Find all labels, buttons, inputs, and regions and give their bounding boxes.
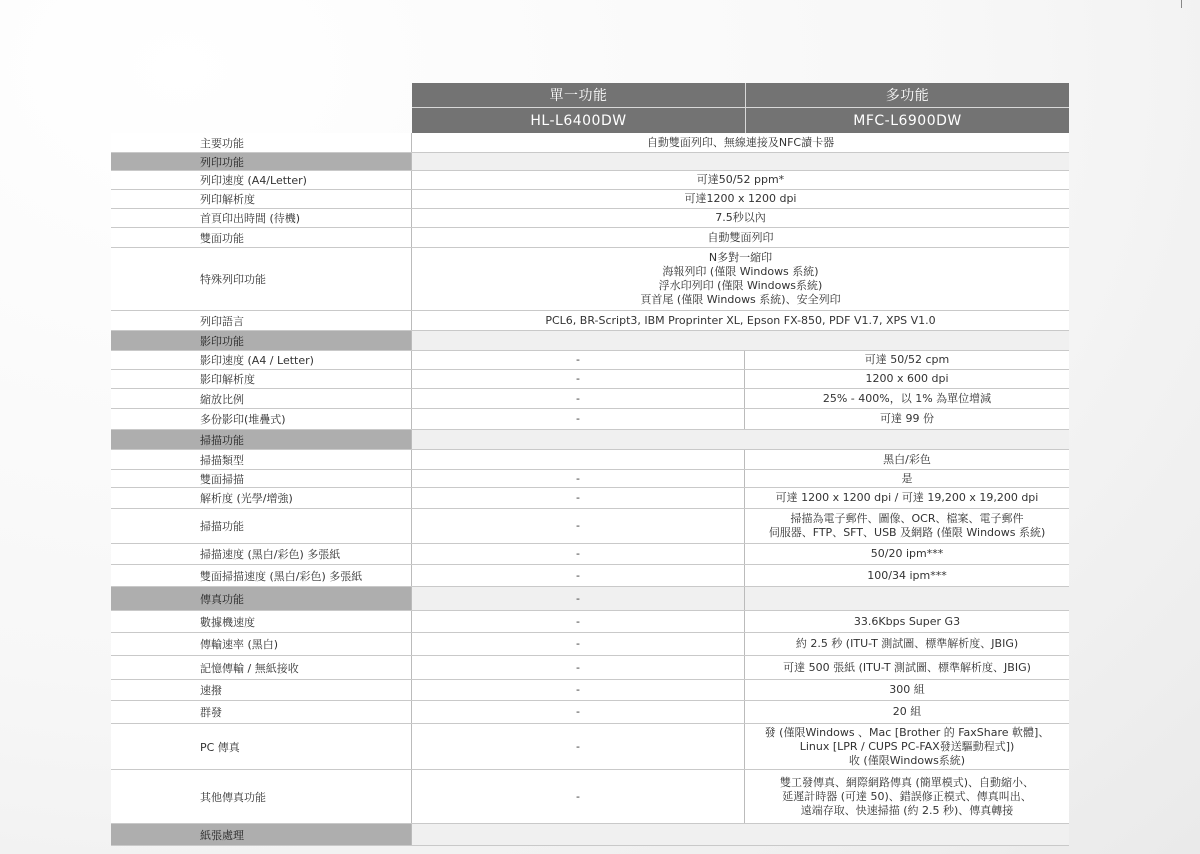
row-label: 列印解析度: [111, 190, 412, 208]
model-a-value: -: [412, 633, 745, 655]
model-a-value: -: [412, 587, 745, 610]
table-row: [111, 228, 1069, 248]
row-label: 雙面掃描速度 (黑白/彩色) 多張紙: [111, 565, 412, 586]
shared-value: 可達1200 x 1200 dpi: [684, 192, 797, 205]
model-a-value: -: [412, 370, 745, 388]
header-model-b: MFC-L6900DW: [853, 112, 962, 129]
model-b-value: 可達 99 份: [880, 412, 934, 425]
model-a-value: -: [412, 389, 745, 408]
table-row: [111, 409, 1069, 430]
section-header-row: [111, 430, 1069, 450]
model-b-value: 可達 500 張紙 (ITU-T 測試圖、標準解析度、JBIG): [783, 660, 1031, 674]
model-b-value: 黑白/彩色: [883, 452, 931, 466]
shared-value: N多對一縮印 海報列印 (僅限 Windows 系統) 浮水印列印 (僅限 Windows系統) 頁首尾 (僅限 Windows 系統)、安全列印: [640, 251, 841, 306]
section-label: 列印功能: [111, 153, 412, 170]
model-a-value: -: [412, 509, 745, 543]
model-b-value: 掃描為電子郵件、圖像、OCR、檔案、電子郵件 伺服器、FTP、SFT、USB 及網路 (僅限 Windows 系統): [768, 512, 1046, 539]
row-label: 雙面掃描: [111, 470, 412, 487]
model-a-value: -: [412, 701, 745, 723]
table-row: [111, 171, 1069, 190]
row-label: 傳輸速率 (黑白): [111, 633, 412, 655]
model-b-value: 300 組: [889, 683, 925, 696]
shared-value: PCL6, BR-Script3, IBM Proprinter XL, Epson FX-850, PDF V1.7, XPS V1.0: [545, 313, 936, 327]
model-a-value: -: [412, 611, 745, 632]
section-header-row: [111, 587, 1069, 611]
row-label: 速撥: [111, 680, 412, 700]
section-label: 傳真功能: [111, 587, 412, 610]
shared-value: 自動雙面列印: [707, 230, 774, 244]
row-label: 群發: [111, 701, 412, 723]
row-label: 解析度 (光學/增強): [111, 488, 412, 508]
row-label: 數據機速度: [111, 611, 412, 632]
table-row: [111, 611, 1069, 633]
table-row: [111, 470, 1069, 488]
table-row: [111, 351, 1069, 370]
model-b-value: 是: [901, 471, 913, 485]
table-row: [111, 248, 1069, 311]
section-header-row: [111, 824, 1069, 846]
header-model-a: HL-L6400DW: [530, 112, 627, 129]
row-label: 列印語言: [111, 311, 412, 330]
row-label: 主要功能: [111, 133, 412, 152]
model-b-value: 雙工發傳真、網際網路傳真 (簡單模式)、自動縮小、 延遲計時器 (可達 50)、錯誤修正模式、傳真叫出、 遠端存取、快速掃描 (約 2.5 秒)、傳真轉接: [779, 775, 1035, 817]
row-label: 掃描速度 (黑白/彩色) 多張紙: [111, 544, 412, 564]
table-row: [111, 544, 1069, 565]
model-a-value: -: [412, 565, 745, 586]
row-label: 影印速度 (A4 / Letter): [111, 351, 412, 369]
model-a-value: -: [412, 544, 745, 564]
model-a-value: -: [412, 656, 745, 679]
model-b-value: 33.6Kbps Super G3: [853, 614, 961, 628]
corner-mark: [1181, 0, 1182, 8]
model-b-value: 20 組: [892, 705, 922, 718]
section-label: 紙張處理: [111, 824, 412, 845]
section-header-row: [111, 331, 1069, 351]
model-a-value: -: [412, 724, 745, 769]
table-row: [111, 190, 1069, 209]
row-label: 特殊列印功能: [111, 248, 412, 310]
model-a-value: [412, 450, 745, 469]
row-label: 雙面功能: [111, 228, 412, 247]
row-label: 影印解析度: [111, 370, 412, 388]
row-label: PC 傳真: [111, 724, 412, 769]
table-row: [111, 724, 1069, 770]
shared-value: 可達50/52 ppm*: [696, 173, 785, 186]
section-label: 影印功能: [111, 331, 412, 350]
shared-value: 7.5秒以內: [715, 211, 766, 224]
row-label: 首頁印出時間 (待機): [111, 209, 412, 227]
model-a-value: -: [412, 770, 745, 823]
model-a-value: -: [412, 680, 745, 700]
row-label: 列印速度 (A4/Letter): [111, 171, 412, 189]
table-row: [111, 656, 1069, 680]
table-row: [111, 370, 1069, 389]
header-column-divider: [745, 83, 746, 133]
model-b-value: 約 2.5 秒 (ITU-T 測試圖、標準解析度、JBIG): [795, 637, 1019, 650]
model-b-value: 50/20 ipm***: [870, 547, 944, 560]
model-b-value: 可達 50/52 cpm: [864, 353, 950, 366]
header-multi-function: 多功能: [885, 88, 930, 104]
table-row: [111, 209, 1069, 228]
row-label: 其他傳真功能: [111, 770, 412, 823]
table-header: [412, 83, 1069, 133]
model-a-value: -: [412, 409, 745, 429]
row-label: 記憶傳輸 / 無紙接收: [111, 656, 412, 679]
model-a-value: -: [412, 470, 745, 487]
table-row: [111, 701, 1069, 724]
table-row: [111, 133, 1069, 153]
model-b-value: 100/34 ipm***: [867, 568, 947, 582]
table-row: [111, 311, 1069, 331]
shared-value: 自動雙面列印、無線連接及NFC讀卡器: [646, 135, 835, 149]
table-body: [111, 133, 1069, 846]
header-row-divider: [412, 107, 1069, 108]
table-row: [111, 770, 1069, 824]
section-header-row: [111, 153, 1069, 171]
row-label: 掃描類型: [111, 450, 412, 469]
model-a-value: -: [412, 351, 745, 369]
section-label: 掃描功能: [111, 430, 412, 449]
model-b-value: 可達 1200 x 1200 dpi / 可達 19,200 x 19,200 dpi: [775, 491, 1039, 504]
row-label: 縮放比例: [111, 389, 412, 408]
table-row: [111, 389, 1069, 409]
table-row: [111, 450, 1069, 470]
table-row: [111, 565, 1069, 587]
model-b-value: 發 (僅限Windows 、Mac [Brother 的 FaxShare 軟體]、 Linux [LPR / CUPS PC-FAX發送驅動程式]) 收 (僅限Windows系統): [764, 725, 1050, 767]
row-label: 多份影印(堆疊式): [111, 409, 412, 429]
header-single-function: 單一功能: [549, 88, 608, 104]
table-row: [111, 680, 1069, 701]
row-label: 掃描功能: [111, 509, 412, 543]
table-row: [111, 633, 1069, 656]
table-row: [111, 509, 1069, 544]
model-b-value: 25% - 400%，以 1% 為單位增減: [822, 391, 992, 405]
model-b-value: 1200 x 600 dpi: [865, 372, 949, 385]
table-row: [111, 488, 1069, 509]
model-a-value: -: [412, 488, 745, 508]
